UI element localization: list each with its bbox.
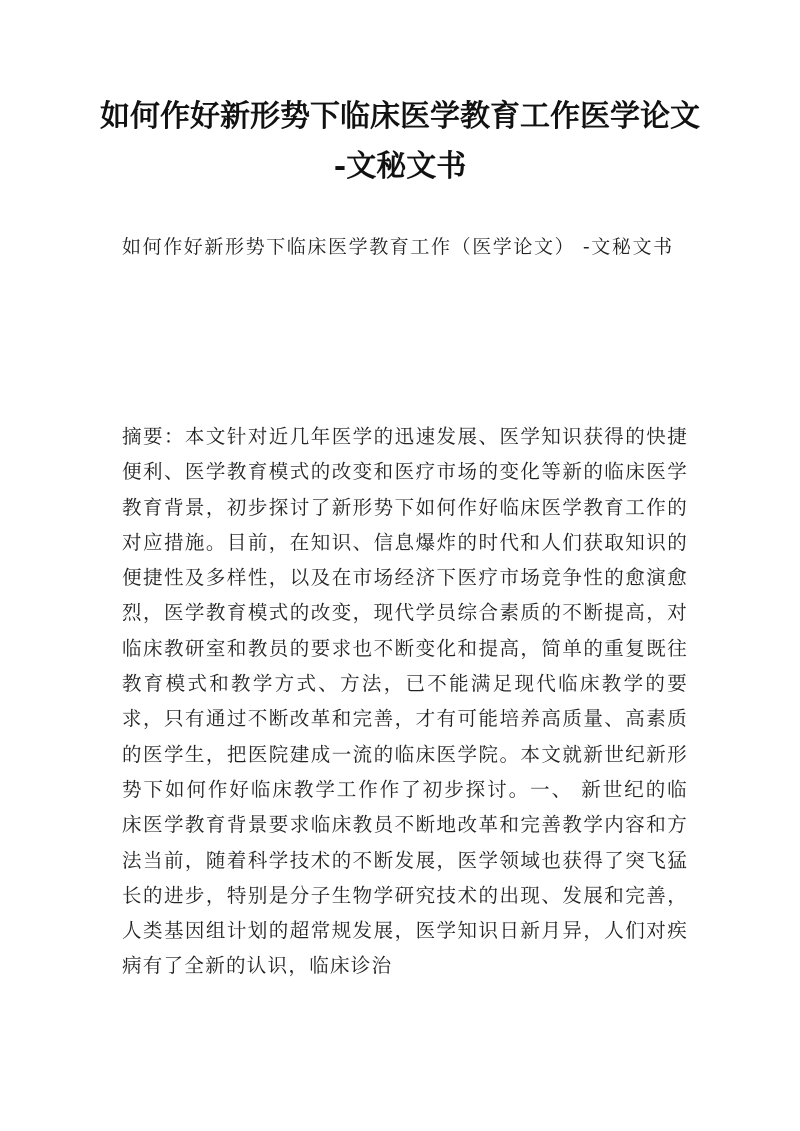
abstract-paragraph: 摘要：本文针对近几年医学的迅速发展、医学知识获得的快捷便利、医学教育模式的改变和医疗市场的变化等新的临床医学教育背景，初步探讨了新形势下如何作好临床医学教育工作的对应措施。目前，在知识、信息爆炸的时代和人们获取知识的便捷性及多样性，以及在市场经济下医疗市场竞争性的愈演愈烈，医学教育模式的改变，现代学员综合素质的不断提高，对临床教研室和教员的要求也不断变化和提高，简单的重复既往教育模式和教学方式、方法，已不能满足现代临床教学的要求，只有通过不断改革和完善，才有可能培养高质量、高素质的医学生，把医院建成一流的临床医学院。本文就新世纪新形势下如何作好临床教学工作作了初步探讨。一、 新世纪的临床医学教育背景要求临床教员不断地改革和完善教学内容和方法当前，随着科学技术的不断发展，医学领域也获得了突飞猛长的进步，特别是分子生物学研究技术的出现、发展和完善，人类基因组计划的超常规发展，医学知识日新月异，人们对疾病有了全新的认识，临床诊治 xyxy=(122,425,688,978)
document-subtitle: 如何作好新形势下临床医学教育工作（医学论文） -文秘文书 xyxy=(122,236,674,258)
document-title: 如何作好新形势下临床医学教育工作医学论文 -文秘文书 xyxy=(100,99,700,184)
